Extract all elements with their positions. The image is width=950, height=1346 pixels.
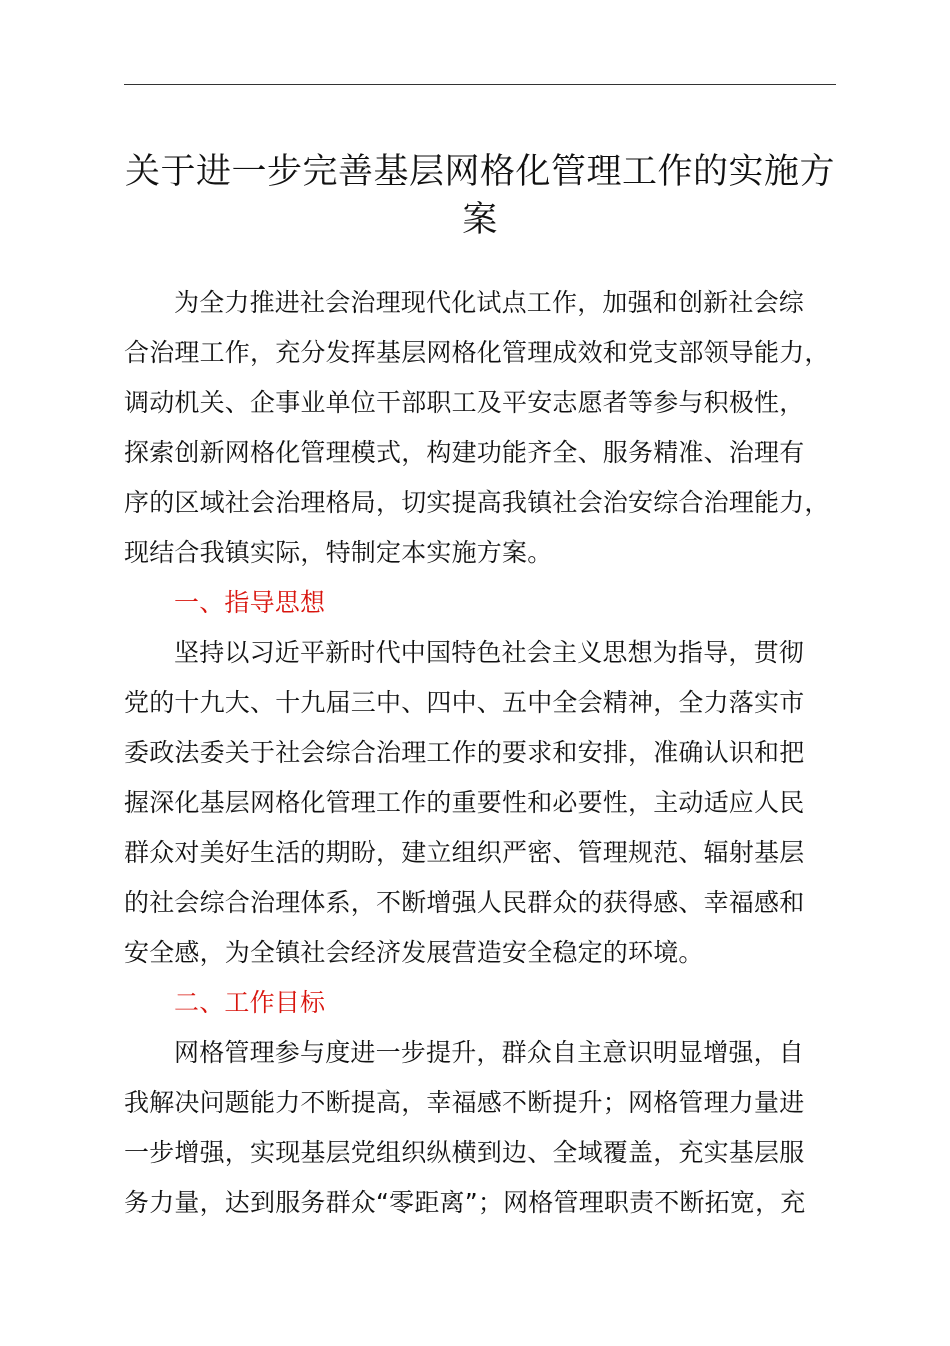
section-heading-work-goals: 二、工作目标	[174, 988, 326, 1017]
header-rule	[124, 84, 836, 85]
paragraph-line: 务力量，达到服务群众“零距离”；网格管理职责不断拓宽，充	[124, 1188, 806, 1217]
section-heading-guiding-ideology: 一、指导思想	[174, 588, 326, 617]
paragraph-line: 为全力推进社会治理现代化试点工作，加强和创新社会综	[174, 288, 805, 317]
title-line-2: 案	[462, 200, 498, 240]
paragraph-line: 的社会综合治理体系，不断增强人民群众的获得感、幸福感和	[124, 888, 805, 917]
title-line-1: 关于进一步完善基层网格化管理工作的实施方	[124, 152, 835, 192]
paragraph-line: 群众对美好生活的期盼，建立组织严密、管理规范、辐射基层	[124, 838, 805, 867]
paragraph-line: 我解决问题能力不断提高，幸福感不断提升；网格管理力量进	[124, 1088, 805, 1117]
paragraph-line: 网格管理参与度进一步提升，群众自主意识明显增强，自	[174, 1038, 805, 1067]
paragraph-line: 合治理工作，充分发挥基层网格化管理成效和党支部领导能力，	[124, 338, 830, 367]
paragraph-line: 党的十九大、十九届三中、四中、五中全会精神，全力落实市	[124, 688, 805, 717]
paragraph-line: 握深化基层网格化管理工作的重要性和必要性，主动适应人民	[124, 788, 805, 817]
paragraph-line: 一步增强，实现基层党组织纵横到边、全域覆盖，充实基层服	[124, 1138, 805, 1167]
paragraph-line: 现结合我镇实际，特制定本实施方案。	[124, 538, 553, 567]
paragraph-line: 坚持以习近平新时代中国特色社会主义思想为指导，贯彻	[174, 638, 805, 667]
paragraph-line: 调动机关、企事业单位干部职工及平安志愿者等参与积极性，	[124, 388, 805, 417]
paragraph-line: 探索创新网格化管理模式，构建功能齐全、服务精准、治理有	[124, 438, 805, 467]
document-title	[100, 148, 860, 244]
paragraph-line: 委政法委关于社会综合治理工作的要求和安排，准确认识和把	[124, 738, 805, 767]
paragraph-line: 安全感，为全镇社会经济发展营造安全稳定的环境。	[124, 938, 704, 967]
paragraph-line: 序的区域社会治理格局，切实提高我镇社会治安综合治理能力，	[124, 488, 830, 517]
document-body	[124, 278, 860, 1228]
